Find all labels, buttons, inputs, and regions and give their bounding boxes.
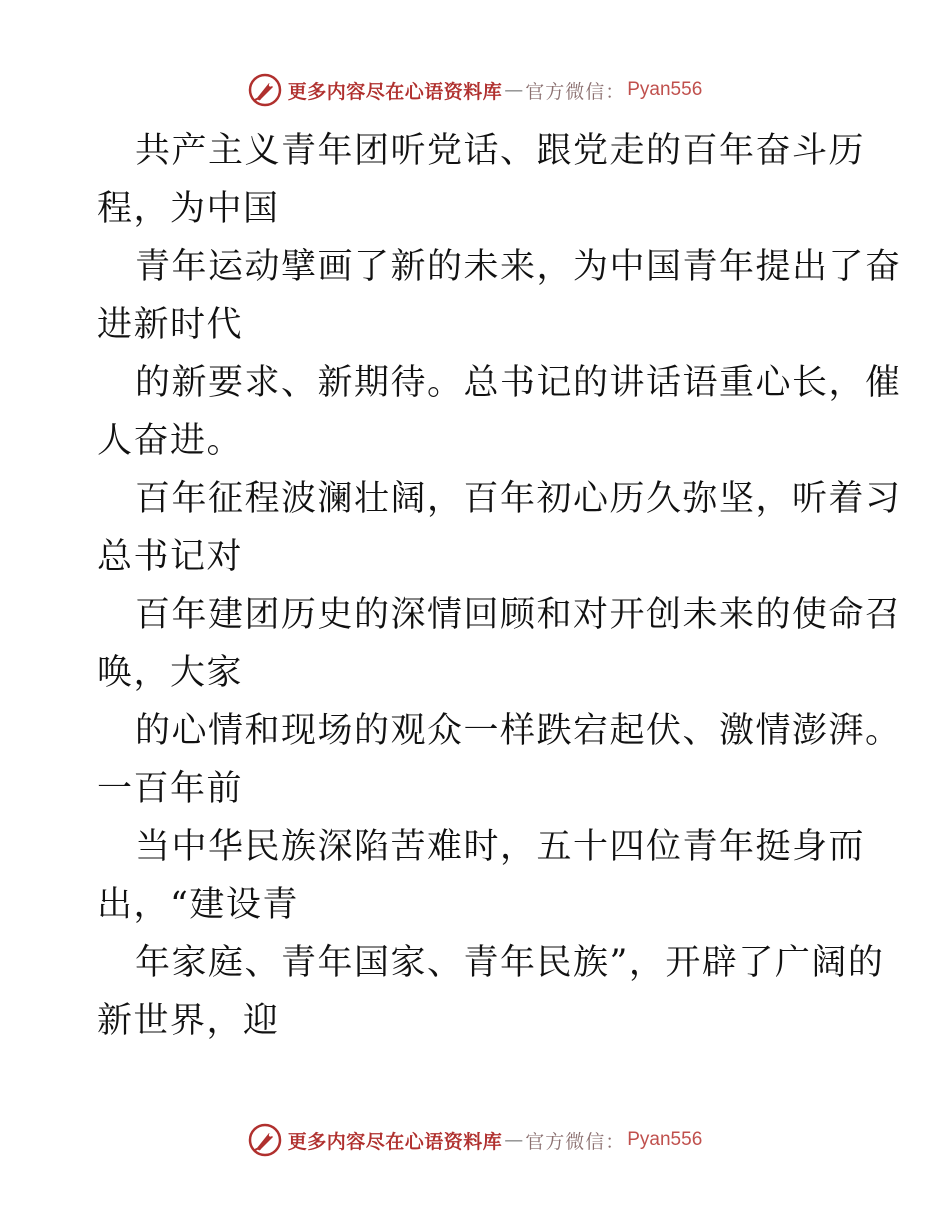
banner-main-text: 更多内容尽在心语资料库 xyxy=(287,1130,503,1153)
paragraph-5 xyxy=(97,586,902,702)
paragraph-line: 青年运动擘画了新的未来，为中国青年提出了奋 xyxy=(135,247,902,287)
document-body xyxy=(97,122,902,1050)
paragraph-line: 一百年前 xyxy=(97,769,244,809)
footer-banner xyxy=(0,1120,950,1160)
paragraph-8 xyxy=(97,934,885,1050)
paragraph-4 xyxy=(97,470,902,586)
paragraph-7 xyxy=(97,818,866,934)
paragraph-2 xyxy=(97,238,902,354)
paragraph-line: 程，为中国 xyxy=(97,189,280,229)
banner-wechat-id: Pyan556 xyxy=(627,1129,703,1150)
paragraph-line: 新世界，迎 xyxy=(97,1001,280,1041)
paragraph-line: 共产主义青年团听党话、跟党走的百年奋斗历 xyxy=(135,131,866,171)
paragraph-line: 的新要求、新期待。总书记的讲话语重心长，催 xyxy=(135,363,902,403)
paragraph-line: 唤，大家 xyxy=(97,653,244,693)
header-banner xyxy=(0,70,950,110)
banner-wechat-label: 官方微信： xyxy=(525,1130,626,1153)
banner-dash: — xyxy=(504,79,524,101)
paragraph-line: 百年建团历史的深情回顾和对开创未来的使命召 xyxy=(135,595,902,635)
paragraph-line: 当中华民族深陷苦难时，五十四位青年挺身而 xyxy=(135,827,866,867)
paragraph-line: 进新时代 xyxy=(97,305,244,345)
banner-wechat-label: 官方微信： xyxy=(525,80,626,103)
paragraph-line: 总书记对 xyxy=(97,537,244,577)
paragraph-line: 的心情和现场的观众一样跌宕起伏、激情澎湃。 xyxy=(135,711,902,751)
paragraph-3 xyxy=(97,354,902,470)
pen-nib-logo-icon xyxy=(248,1123,282,1157)
paragraph-1 xyxy=(97,122,866,238)
banner-wechat-id: Pyan556 xyxy=(627,79,703,100)
paragraph-line: 百年征程波澜壮阔，百年初心历久弥坚，听着习 xyxy=(135,479,902,519)
paragraph-line: 年家庭、青年国家、青年民族”，开辟了广阔的 xyxy=(135,943,885,983)
banner-dash: — xyxy=(504,1129,524,1151)
pen-nib-logo-icon xyxy=(248,73,282,107)
banner-main-text: 更多内容尽在心语资料库 xyxy=(287,80,503,103)
paragraph-6 xyxy=(97,702,902,818)
paragraph-line: 出，“建设青 xyxy=(97,885,299,925)
paragraph-line: 人奋进。 xyxy=(97,421,244,461)
